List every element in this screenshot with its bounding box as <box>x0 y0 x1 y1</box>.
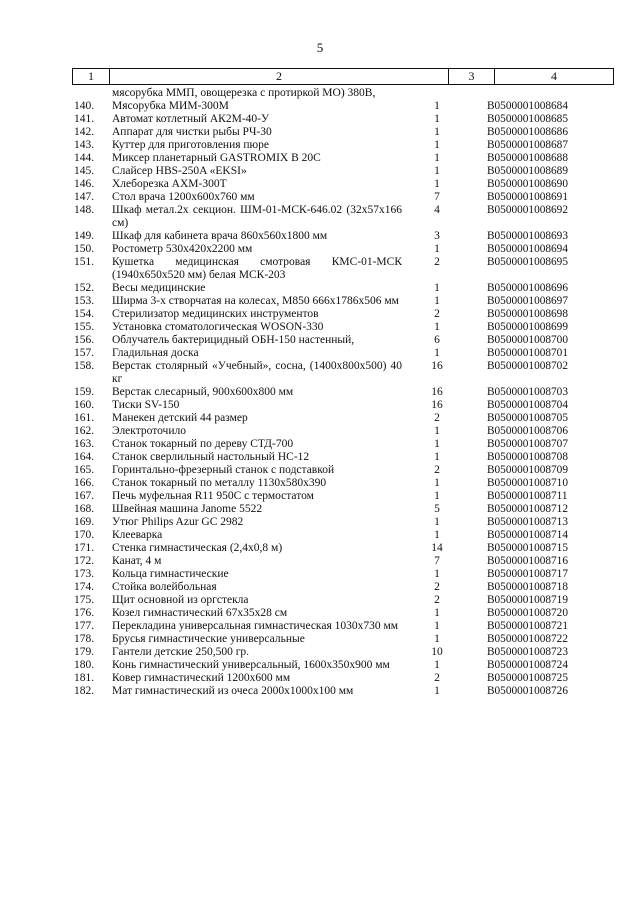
row-item-name: Станок сверлильный настольный НС-12 <box>112 451 310 463</box>
row-inventory-code: В0500001008724 <box>487 659 568 671</box>
row-item-name: Горинтально-фрезерный станок с подставкой <box>112 464 335 476</box>
row-quantity: 2 <box>434 256 440 268</box>
header-col-3: 3 <box>468 69 475 83</box>
row-number: 160. <box>74 399 95 411</box>
row-inventory-code: В0500001008687 <box>487 139 568 151</box>
row-number: 151. <box>74 256 95 268</box>
table-row <box>0 412 640 425</box>
row-number: 155. <box>74 321 95 333</box>
row-inventory-code: В0500001008716 <box>487 555 568 567</box>
table-row <box>0 438 640 451</box>
row-number: 162. <box>74 425 95 437</box>
header-col-4: 4 <box>551 69 557 83</box>
table-row <box>0 646 640 659</box>
row-inventory-code: В0500001008715 <box>487 542 568 554</box>
row-inventory-code: В0500001008713 <box>487 516 568 528</box>
row-number: 148. <box>74 204 95 216</box>
row-item-name: Ширма 3-х створчатая на колесах, М850 666х1786х506 мм <box>112 295 399 307</box>
table-row <box>0 87 640 100</box>
row-quantity: 1 <box>434 451 440 463</box>
row-quantity: 1 <box>434 633 440 645</box>
row-quantity: 1 <box>434 178 440 190</box>
row-quantity: 5 <box>434 503 440 515</box>
row-inventory-code: В0500001008696 <box>487 282 568 294</box>
row-inventory-code: В0500001008710 <box>487 477 568 489</box>
row-number: 168. <box>74 503 95 515</box>
row-inventory-code: В0500001008691 <box>487 191 568 203</box>
table-row <box>0 659 640 672</box>
row-item-name: Куттер для приготовления пюре <box>112 139 269 151</box>
row-item-name: Весы медицинские <box>112 282 206 294</box>
row-quantity: 1 <box>434 659 440 671</box>
table-row <box>0 503 640 516</box>
row-item-name: Утюг Philips Azur GC 2982 <box>112 516 244 528</box>
row-quantity: 1 <box>434 620 440 632</box>
row-number: 166. <box>74 477 95 489</box>
table-row <box>0 607 640 620</box>
table-row <box>0 282 640 295</box>
row-number: 158. <box>74 360 95 372</box>
row-quantity: 1 <box>434 529 440 541</box>
row-item-name: Автомат котлетный АК2М-40-У <box>112 113 270 125</box>
row-inventory-code: В0500001008712 <box>487 503 568 515</box>
row-item-name: Электроточило <box>112 425 186 437</box>
table-row <box>0 386 640 399</box>
row-item-name: Шкаф для кабинета врача 860х560х1800 мм <box>112 230 328 242</box>
row-number: 159. <box>74 386 95 398</box>
row-quantity: 16 <box>431 399 443 411</box>
table-row <box>0 464 640 477</box>
row-number: 164. <box>74 451 95 463</box>
row-item-name: Швейная машина Janome 5522 <box>112 503 263 515</box>
row-inventory-code: В0500001008701 <box>487 347 568 359</box>
row-quantity: 1 <box>434 347 440 359</box>
row-item-name: Козел гимнастический 67х35х28 см <box>112 607 288 619</box>
row-number: 142. <box>74 126 95 138</box>
row-inventory-code: В0500001008697 <box>487 295 568 307</box>
row-number: 171. <box>74 542 95 554</box>
table-row <box>0 347 640 360</box>
row-number: 165. <box>74 464 95 476</box>
table-row <box>0 178 640 191</box>
row-number: 149. <box>74 230 95 242</box>
row-inventory-code: В0500001008690 <box>487 178 568 190</box>
row-quantity: 1 <box>434 100 440 112</box>
row-number: 141. <box>74 113 95 125</box>
row-inventory-code: В0500001008717 <box>487 568 568 580</box>
row-number: 144. <box>74 152 95 164</box>
row-inventory-code: В0500001008709 <box>487 464 568 476</box>
row-quantity: 2 <box>434 412 440 424</box>
row-quantity: 2 <box>434 594 440 606</box>
row-item-name: Щит основной из оргстекла <box>112 594 249 606</box>
table-row <box>0 581 640 594</box>
row-number: 150. <box>74 243 95 255</box>
row-number: 178. <box>74 633 95 645</box>
table-row <box>0 152 640 165</box>
table-row <box>0 191 640 204</box>
row-inventory-code: В0500001008714 <box>487 529 568 541</box>
row-item-name: Кушетка медицинская смотровая КМС-01-МСК (1940х650х520 мм) белая МСК-203 <box>112 256 402 281</box>
row-inventory-code: В0500001008699 <box>487 321 568 333</box>
row-inventory-code: В0500001008723 <box>487 646 568 658</box>
row-number: 140. <box>74 100 95 112</box>
page-number: 5 <box>316 40 324 55</box>
row-item-name: Ковер гимнастический 1200х600 мм <box>112 672 291 684</box>
row-item-name: Установка стоматологическая WOSON-330 <box>112 321 324 333</box>
row-quantity: 1 <box>434 139 440 151</box>
row-item-name: Тиски SV-150 <box>112 399 180 411</box>
row-quantity: 7 <box>434 555 440 567</box>
row-number: 181. <box>74 672 95 684</box>
row-item-name: Клееварка <box>112 529 163 541</box>
row-inventory-code: В0500001008720 <box>487 607 568 619</box>
table-row <box>0 256 640 282</box>
row-item-name: Стол врача 1200х600х760 мм <box>112 191 255 203</box>
row-quantity: 1 <box>434 295 440 307</box>
table-row <box>0 295 640 308</box>
row-quantity: 1 <box>434 152 440 164</box>
row-quantity: 2 <box>434 308 440 320</box>
row-number: 179. <box>74 646 95 658</box>
row-quantity: 1 <box>434 113 440 125</box>
row-item-name: Шкаф метал.2х секцион. ШМ-01-МСК-646.02 (32х57х166 см) <box>112 204 402 229</box>
row-inventory-code: В0500001008725 <box>487 672 568 684</box>
row-quantity: 1 <box>434 282 440 294</box>
row-quantity: 1 <box>434 477 440 489</box>
table-body <box>0 87 640 698</box>
row-quantity: 1 <box>434 425 440 437</box>
row-item-name: Канат, 4 м <box>112 555 162 567</box>
row-inventory-code: В0500001008703 <box>487 386 568 398</box>
row-number: 177. <box>74 620 95 632</box>
table-row <box>0 685 640 698</box>
row-item-name: Станок токарный по металлу 1130х580х390 <box>112 477 327 489</box>
row-number: 154. <box>74 308 95 320</box>
row-number: 172. <box>74 555 95 567</box>
row-quantity: 1 <box>434 165 440 177</box>
table-row <box>0 490 640 503</box>
row-inventory-code: В0500001008695 <box>487 256 568 268</box>
row-number: 143. <box>74 139 95 151</box>
row-inventory-code: В0500001008686 <box>487 126 568 138</box>
row-quantity: 1 <box>434 685 440 697</box>
row-item-name: Верстак столярный «Учебный», сосна, (1400х800х500) 40 кг <box>112 360 402 385</box>
row-item-name: Гантели детские 250,500 гр. <box>112 646 250 658</box>
row-number: 167. <box>74 490 95 502</box>
row-inventory-code: В0500001008704 <box>487 399 568 411</box>
row-quantity: 1 <box>434 126 440 138</box>
table-row <box>0 555 640 568</box>
table-row <box>0 360 640 386</box>
row-item-name: Мат гимнастический из очеса 2000х1000х100 мм <box>112 685 354 697</box>
table-row <box>0 230 640 243</box>
table-row <box>0 516 640 529</box>
row-inventory-code: В0500001008706 <box>487 425 568 437</box>
row-number: 153. <box>74 295 95 307</box>
table-row <box>0 399 640 412</box>
row-number: 182. <box>74 685 95 697</box>
row-inventory-code: В0500001008694 <box>487 243 568 255</box>
row-item-name: Гладильная доска <box>112 347 199 359</box>
table-row <box>0 542 640 555</box>
row-quantity: 6 <box>434 334 440 346</box>
row-quantity: 1 <box>434 490 440 502</box>
table-row <box>0 113 640 126</box>
row-inventory-code: В0500001008692 <box>487 204 568 216</box>
table-row <box>0 204 640 230</box>
table-row <box>0 321 640 334</box>
row-quantity: 4 <box>434 204 440 216</box>
row-inventory-code: В0500001008684 <box>487 100 568 112</box>
header-col-2: 2 <box>276 69 282 83</box>
row-item-name: Конь гимнастический универсальный, 1600х350х900 мм <box>112 659 390 671</box>
row-number: 145. <box>74 165 95 177</box>
row-number: 147. <box>74 191 95 203</box>
table-row <box>0 672 640 685</box>
row-number: 163. <box>74 438 95 450</box>
row-inventory-code: В0500001008688 <box>487 152 568 164</box>
row-number: 169. <box>74 516 95 528</box>
table-row <box>0 243 640 256</box>
table-row <box>0 477 640 490</box>
row-quantity: 1 <box>434 438 440 450</box>
table-row <box>0 139 640 152</box>
row-item-name: Верстак слесарный, 900х600х800 мм <box>112 386 294 398</box>
table-header <box>72 68 614 85</box>
row-item-name: Станок токарный по дереву СТД-700 <box>112 438 294 450</box>
row-quantity: 1 <box>434 243 440 255</box>
row-number: 174. <box>74 581 95 593</box>
row-quantity: 14 <box>431 542 443 554</box>
row-number: 156. <box>74 334 95 346</box>
row-inventory-code: В0500001008722 <box>487 633 568 645</box>
row-inventory-code: В0500001008685 <box>487 113 568 125</box>
row-quantity: 7 <box>434 191 440 203</box>
row-item-name: Мясорубка МИМ-300М <box>112 100 229 112</box>
row-quantity: 2 <box>434 672 440 684</box>
row-item-name: Стенка гимнастическая (2,4х0,8 м) <box>112 542 283 554</box>
row-inventory-code: В0500001008726 <box>487 685 568 697</box>
row-item-name: Стерилизатор медицинских инструментов <box>112 308 319 320</box>
table-row <box>0 633 640 646</box>
table-row <box>0 568 640 581</box>
row-item-name: Кольца гимнастические <box>112 568 229 580</box>
table-row <box>0 529 640 542</box>
row-quantity: 16 <box>431 386 443 398</box>
row-inventory-code: В0500001008700 <box>487 334 568 346</box>
table-row <box>0 334 640 347</box>
row-number: 175. <box>74 594 95 606</box>
row-number: 173. <box>74 568 95 580</box>
row-number: 157. <box>74 347 95 359</box>
row-item-name: Хлеборезка АХМ-300Т <box>112 178 227 190</box>
row-item-name: Брусья гимнастические универсальные <box>112 633 305 645</box>
row-number: 152. <box>74 282 95 294</box>
row-number: 146. <box>74 178 95 190</box>
row-quantity: 1 <box>434 516 440 528</box>
table-row <box>0 126 640 139</box>
table-row <box>0 165 640 178</box>
row-quantity: 2 <box>434 581 440 593</box>
row-inventory-code: В0500001008708 <box>487 451 568 463</box>
row-quantity: 1 <box>434 321 440 333</box>
row-number: 161. <box>74 412 95 424</box>
row-inventory-code: В0500001008693 <box>487 230 568 242</box>
row-quantity: 16 <box>431 360 443 372</box>
row-inventory-code: В0500001008711 <box>487 490 568 502</box>
row-item-name: мясорубка ММП, овощерезка с протиркой МО) 380В, <box>112 87 376 99</box>
row-inventory-code: В0500001008689 <box>487 165 568 177</box>
row-number: 180. <box>74 659 95 671</box>
row-quantity: 1 <box>434 607 440 619</box>
row-item-name: Слайсер HBS-250A «EKSI» <box>112 165 247 177</box>
row-inventory-code: В0500001008705 <box>487 412 568 424</box>
table-row <box>0 308 640 321</box>
row-inventory-code: В0500001008707 <box>487 438 568 450</box>
row-inventory-code: В0500001008721 <box>487 620 568 632</box>
row-item-name: Аппарат для чистки рыбы РЧ-30 <box>112 126 272 138</box>
table-row <box>0 425 640 438</box>
row-inventory-code: В0500001008702 <box>487 360 568 372</box>
row-item-name: Облучатель бактерицидный ОБН-150 настенный, <box>112 334 355 346</box>
row-number: 170. <box>74 529 95 541</box>
row-item-name: Миксер планетарный GASTROMIX В 20С <box>112 152 321 164</box>
row-inventory-code: В0500001008718 <box>487 581 568 593</box>
row-item-name: Перекладина универсальная гимнастическая 1030х730 мм <box>112 620 399 632</box>
row-inventory-code: В0500001008698 <box>487 308 568 320</box>
table-row <box>0 594 640 607</box>
header-col-1: 1 <box>88 69 94 83</box>
row-quantity: 3 <box>434 230 440 242</box>
row-item-name: Манекен детский 44 размер <box>112 412 248 424</box>
table-row <box>0 620 640 633</box>
row-item-name: Стойка волейбольная <box>112 581 217 593</box>
row-inventory-code: В0500001008719 <box>487 594 568 606</box>
table-row <box>0 451 640 464</box>
row-quantity: 2 <box>434 464 440 476</box>
row-number: 176. <box>74 607 95 619</box>
row-quantity: 10 <box>431 646 443 658</box>
table-row <box>0 100 640 113</box>
row-item-name: Печь муфельная R11 950С с термостатом <box>112 490 314 502</box>
row-item-name: Ростометр 530х420х2200 мм <box>112 243 253 255</box>
row-quantity: 1 <box>434 568 440 580</box>
